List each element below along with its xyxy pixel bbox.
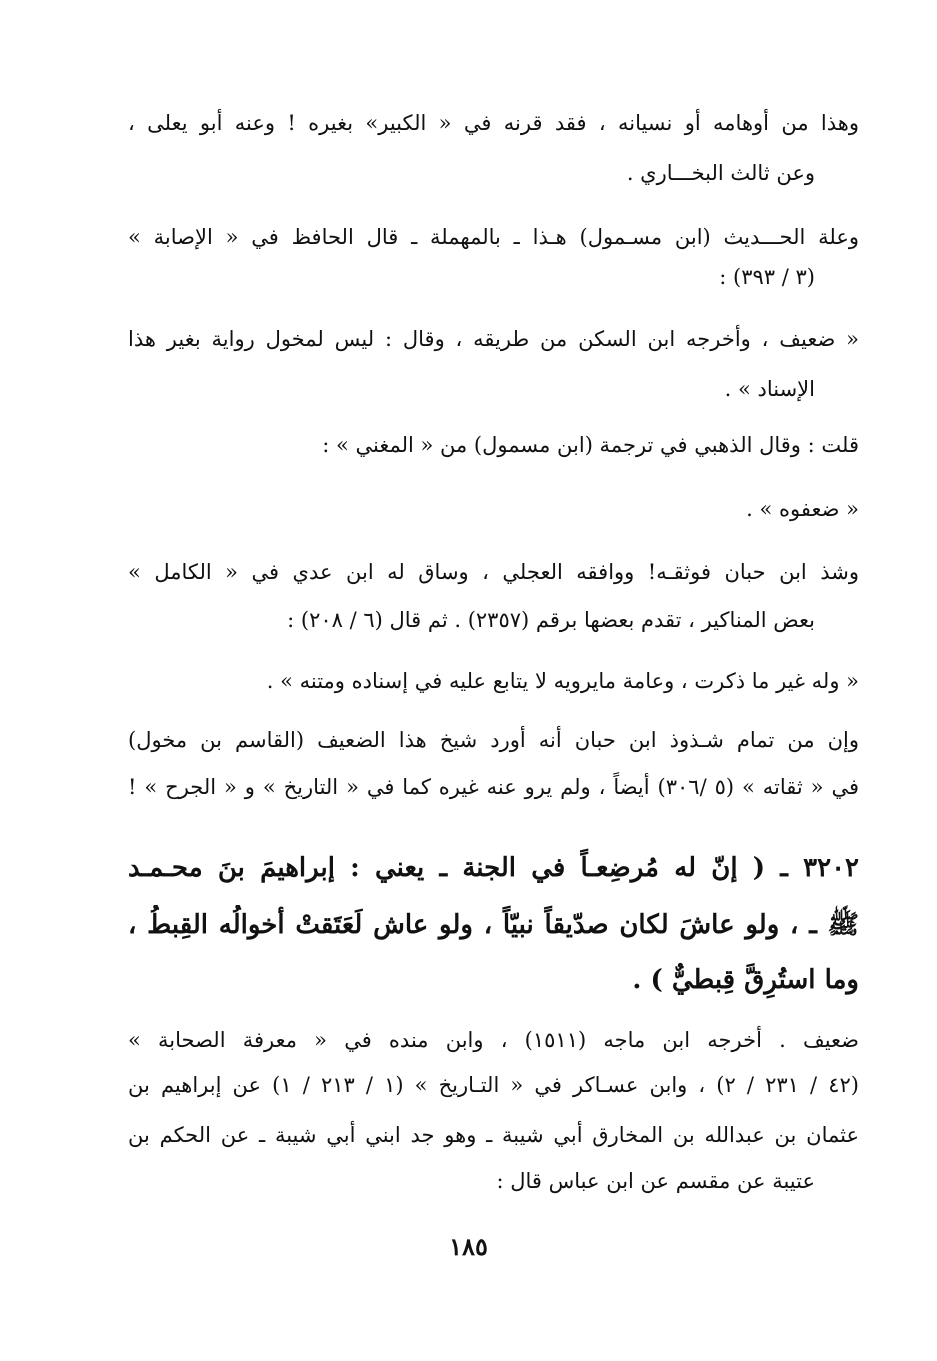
text-line: في « ثقاته » (٥ /٣٠٦) أيضاً ، ولم يرو عنه غيره كما في « التاريخ » و « الجرح » ! [128, 775, 859, 799]
text-line: بعض المناكير ، تقدم بعضها برقم (٢٣٥٧) . ثم قال (٦ / ٢٠٨) : [287, 608, 815, 632]
text-line: وهذا من أوهامه أو نسيانه ، فقد قرنه في « الكبير» بغيره ! وعنه أبو يعلى ، [128, 111, 859, 135]
text-line: وعن ثالث البخـــاري . [626, 161, 815, 185]
quote-line: « ضعفوه » . [746, 497, 859, 521]
hadith-heading-line: وما استُرِقَّ قِبطيٌّ ) . [632, 965, 859, 995]
text-line: وشذ ابن حبان فوثقـه! ووافقه العجلي ، وساق له ابن عدي في « الكامل » [128, 560, 859, 584]
hadith-heading-line: ﷺ ـ ، ولو عاشَ لكان صدّيقاً نبيّاً ، ولو عاش لَعَتَقتْ أخوالُه القِبطُ ، [128, 910, 859, 940]
text-line: (٤٢ / ٢٣١ / ٢) ، وابن عسـاكر في « التـاريخ » (١ / ٢١٣ / ١) عن إبراهيم بن [128, 1073, 859, 1097]
text-line: (٣ / ٣٩٣) : [719, 265, 815, 289]
text-line: وإن من تمام شـذوذ ابن حبان أنه أورد شيخ هذا الضعيف (القاسم بن مخول) [128, 728, 859, 752]
text-line: عثمان بن عبدالله بن المخارق أبي شيبة ـ وهو جد ابني أبي شيبة ـ عن الحكم بن [128, 1123, 859, 1147]
quote-line: « ضعيف ، وأخرجه ابن السكن من طريقه ، وقال : ليس لمخول رواية بغير هذا [128, 327, 859, 351]
hadith-heading-line: ٣٢٠٢ ـ ( إنّ له مُرضِعـاً في الجنة ـ يعني : إبراهيمَ بنَ محـمـد [128, 853, 859, 883]
quote-line: « وله غير ما ذكرت ، وعامة مايرويه لا يتابع عليه في إسناده ومتنه » . [266, 669, 859, 693]
text-line: ضعيف . أخرجه ابن ماجه (١٥١١) ، وابن منده في « معرفة الصحابة » [128, 1028, 859, 1052]
page-number: ١٨٥ [449, 1232, 488, 1261]
text-line: قلت : وقال الذهبي في ترجمة (ابن مسمول) من « المغني » : [322, 433, 859, 457]
quote-line: الإسناد » . [724, 377, 815, 401]
text-line: عتيبة عن مقسم عن ابن عباس قال : [496, 1169, 815, 1193]
text-line: وعلة الحـــديث (ابن مسـمول) هـذا ـ بالمهملة ـ قال الحافظ في « الإصابة » [128, 225, 859, 249]
